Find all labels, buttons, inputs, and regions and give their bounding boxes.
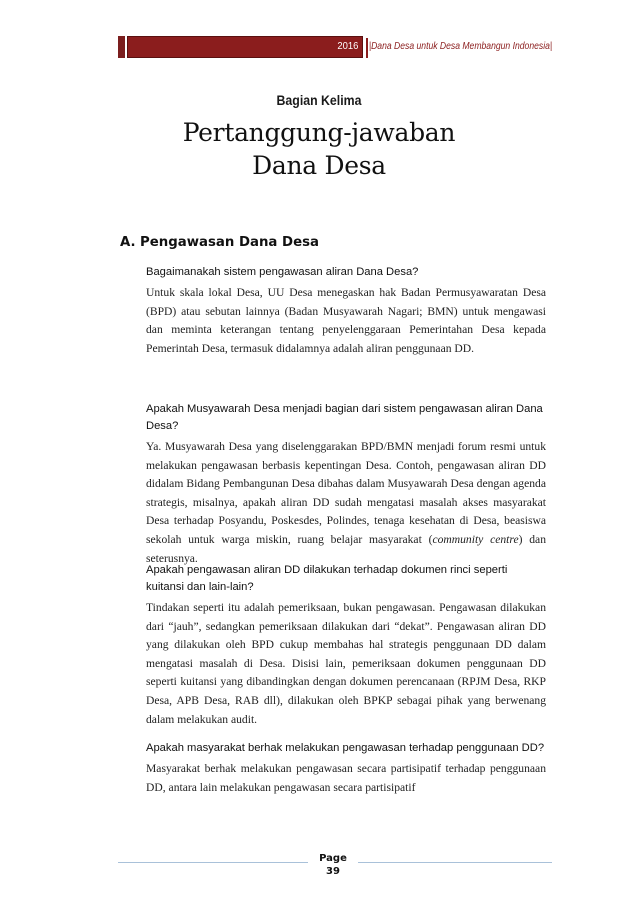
qa-item [146,401,546,568]
question: Bagaimanakah sistem pengawasan aliran Dana Desa? [146,266,419,278]
section-number: A. [120,235,136,250]
footer-rule-right [358,862,552,863]
header-accent-bar [118,36,125,58]
page-label: Page [319,853,347,864]
qa-item [146,562,546,729]
footer-rule-left [118,862,308,863]
part-label: Bagian Kelima [276,92,362,108]
answer: Masyarakat berhak melakukan pengawasan secara partisipatif terhadap penggunaan DD, antara lain melakukan pengawasan secara partisipatif [146,762,546,794]
page-number [310,852,356,878]
chapter-title-line-2: Dana Desa [252,151,386,180]
question: Apakah Musyawarah Desa menjadi bagian dari sistem pengawasan aliran Dana Desa? [146,403,543,432]
qa-item [146,264,546,358]
answer: Untuk skala lokal Desa, UU Desa menegaskan hak Badan Permusyawaratan Desa (BPD) atau sebutan lainnya (Badan Musyawarah Nagari; BMN) untuk mengawasi dan meminta keterangan tentang penyelenggaraan Pemerintahan Desa kepada Pemerintah Desa, termasuk didalamnya adalah aliran penggunaan DD. [146,286,546,355]
section-heading [120,235,319,250]
question: Apakah pengawasan aliran DD dilakukan terhadap dokumen rinci seperti kuitansi dan lain-lain? [146,564,508,593]
header-book-title-text: Dana Desa untuk Desa Membangun Indonesia [370,41,550,52]
header-year: 2016 [336,40,358,52]
answer-italic-term: community centre [432,532,519,546]
answer-text: Ya. Musyawarah Desa yang diselenggarakan BPD/BMN menjadi forum resmi untuk melakukan pengawasan berbasis kepentingan Desa. Contoh, pengawasan aliran DD didalam Bidang Pembangunan Desa dibahas dalam Musyawarah Desa dengan agenda strategis, misalnya, apakah aliran DD sudah mengatasi masalah akses masyarakat Desa terhadap Posyandu, Poskesdes, Polindes, tenaga kesehatan di Desa, beasiswa sekolah untuk warga miskin, ruang belajar masyarakat ( [146,440,546,546]
page-number-value: 39 [326,866,340,877]
header-year-bar [127,36,363,58]
running-header [118,36,552,60]
chapter-title-line-1: Pertanggung-jawaban [182,118,456,147]
header-separator [366,38,368,58]
answer [146,438,546,568]
chapter-title [0,116,638,182]
answer-text-end: ) dan seterusnya. [146,532,547,565]
question: Apakah masyarakat berhak melakukan pengawasan terhadap penggunaan DD? [146,742,545,754]
qa-item [146,740,546,797]
answer: Tindakan seperti itu adalah pemeriksaan, bukan pengawasan. Pengawasan dilakukan dari “jauh”, sedangkan pemeriksaan dilakukan dari “dekat”. Pengawasan aliran DD yang dilakukan oleh BPD cukup membahas hal strategis penggunaan DD dalam mengatasi masalah di Desa. Disisi lain, pemeriksaan dokumen penggunaan DD seperti kuitansi yang dibandingkan dengan dokumen perencanaan (RPJM Desa, RKP Desa, APB Desa, RAB dll), dilakukan oleh BPKP sebagai pihak yang berwenang dalam melakukan audit. [146,601,546,726]
header-book-title: |Dana Desa untuk Desa Membangun Indonesia| [368,41,552,52]
section-heading-text: Pengawasan Dana Desa [140,235,319,250]
